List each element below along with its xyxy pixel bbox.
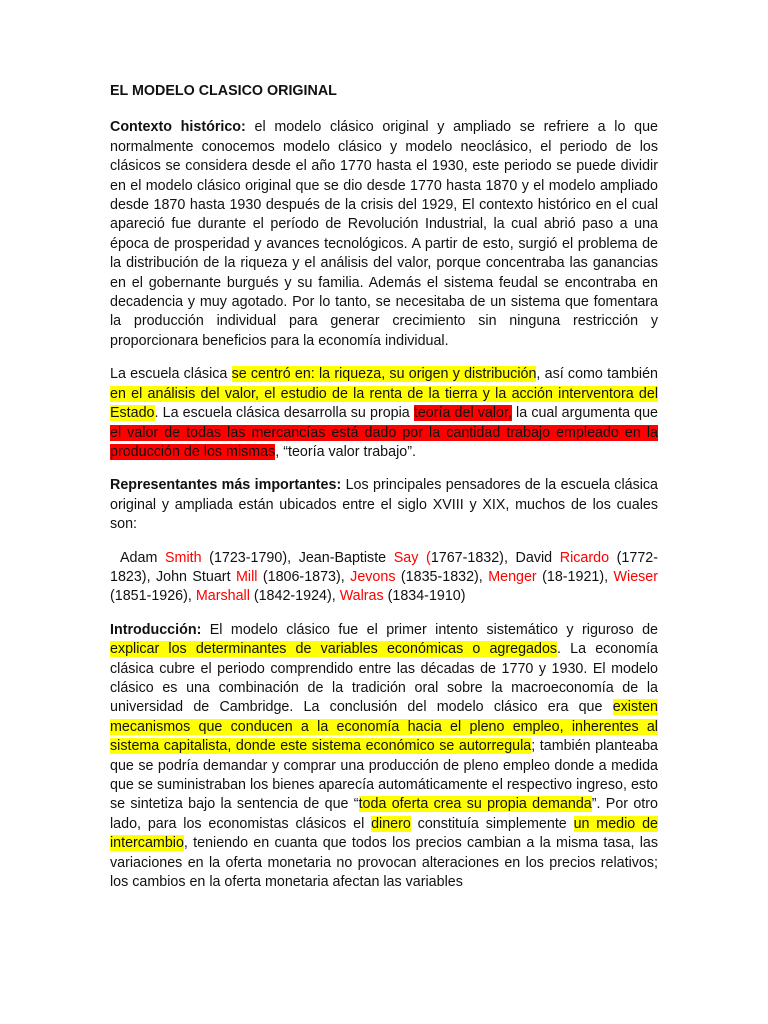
intro-text-2: . La economía clásica cubre el periodo comprendido entre las décadas de 1770 y 1930. El modelo clásico es una combinación de la tradición oral sobre la macroeconomía de la universidad de Cambridge. La conclusión del modelo clásico era que bbox=[110, 641, 658, 716]
name-say: Say ( bbox=[393, 549, 431, 566]
paragraph-names bbox=[110, 549, 658, 607]
intro-text-5: constituía simplemente bbox=[410, 815, 574, 832]
names-text: (1842-1924), bbox=[249, 588, 340, 605]
name-jevons: Jevons bbox=[350, 568, 396, 585]
paragraph-introduccion bbox=[110, 621, 658, 893]
intro-highlight-1: explicar los determinantes de variables económicas o agregados bbox=[110, 641, 558, 658]
names-text: (1835-1832), bbox=[395, 568, 489, 585]
escuela-text-4: la cual argumenta que bbox=[511, 405, 658, 422]
paragraph-escuela bbox=[110, 365, 658, 462]
intro-text-3: ; también planteaba que se podría demandar y comprar una producción de pleno empleo donde a medida que se suministraban los bienes aparecía automáticamente el respectivo ingreso, esto se sintetiza bajo la sentencia de que “ bbox=[110, 738, 658, 813]
names-text: (1834-1910) bbox=[383, 588, 466, 605]
name-mill: Mill bbox=[235, 568, 258, 585]
contexto-label: Contexto histórico: bbox=[110, 119, 246, 136]
intro-highlight-4: dinero bbox=[371, 815, 411, 832]
name-smith: Smith bbox=[165, 549, 202, 566]
names-text: (1772-1823), John Stuart bbox=[110, 549, 658, 585]
escuela-text-3: . La escuela clásica desarrolla su propia bbox=[154, 405, 414, 422]
contexto-text: el modelo clásico original y ampliado se refriere a lo que normalmente conocemos modelo clásico y modelo neoclásico, el periodo de los clásicos se considera desde el año 1770 hasta el 1930, este periodo se puede dividir en el modelo clásico original que se dio desde 1770 hasta 1870 y el modelo ampliado desde 1870 hasta 1930 después de la crisis del 1929, El contexto histórico en el cual apareció fue durante el período de Revolución Industrial, la cual abrió paso a una época de prosperidad y avances tecnológicos. A partir de esto, surgió el problema de la distribución de la riqueza y el análisis del valor, porque concentraba las ganancias en el gobernante burgués y su familia. Además el sistema feudal se encontraba en decadencia y muy agotado. Por lo tanto, se necesitaba de un sistema que fomentara la producción individual para generar crecimiento sin ninguna restricción y proporcionara beneficios para la economía individual. bbox=[110, 119, 658, 349]
escuela-highlight-1: se centró en: la riqueza, su origen y distribución bbox=[231, 366, 537, 383]
names-text: (1806-1873), bbox=[257, 568, 351, 585]
names-text: (1851-1926), bbox=[110, 588, 196, 605]
names-text: (18-1921), bbox=[536, 568, 614, 585]
escuela-highlight-2: en el análisis del valor, el estudio de la renta de la tierra y la acción interventora del Estado bbox=[110, 385, 658, 422]
escuela-red-highlight-2: el valor de todas las mercancías está dado por la cantidad trabajo empleado en la producción de los mismas bbox=[110, 424, 658, 460]
name-menger: Menger bbox=[488, 568, 537, 585]
document-title: EL MODELO CLASICO ORIGINAL bbox=[110, 83, 337, 99]
intro-text-4: ”. Por otro lado, para los economistas clásicos el bbox=[110, 796, 658, 832]
intro-text-6: , teniendo en cuanta que todos los precios cambian a la misma tasa, las variaciones en la oferta monetaria no provocan alteraciones en los precios relativos; los cambios en la oferta monetaria afectan las variables bbox=[110, 835, 658, 891]
paragraph-representantes bbox=[110, 476, 658, 534]
escuela-text-2: , así como también bbox=[536, 366, 658, 383]
intro-highlight-3: toda oferta crea su propia demanda bbox=[358, 796, 592, 813]
name-walras: Walras bbox=[339, 588, 384, 605]
paragraph-contexto bbox=[110, 118, 658, 351]
representantes-label: Representantes más importantes: bbox=[110, 477, 342, 494]
representantes-text: Los principales pensadores de la escuela clásica original y ampliada están ubicados entre el siglo XVIII y XIX, muchos de los cuales son: bbox=[110, 477, 658, 533]
escuela-red-highlight-1: teoría del valor, bbox=[413, 405, 512, 422]
name-ricardo: Ricardo bbox=[559, 549, 610, 566]
introduccion-label: Introducción: bbox=[110, 621, 202, 638]
name-marshall: Marshall bbox=[195, 588, 250, 605]
intro-highlight-5: un medio de intercambio bbox=[110, 815, 658, 852]
name-wieser: Wieser bbox=[613, 568, 659, 585]
names-text: (1723-1790), Jean-Baptiste bbox=[201, 549, 394, 566]
escuela-text-5: , “teoría valor trabajo”. bbox=[275, 443, 416, 460]
escuela-text-1: La escuela clásica bbox=[110, 366, 232, 383]
names-text: Adam bbox=[120, 549, 165, 566]
names-text: 1767-1832), David bbox=[430, 549, 560, 566]
intro-highlight-2: existen mecanismos que conducen a la economía hacia el pleno empleo, inherentes al sistema capitalista, donde este sistema económico se autorregula bbox=[110, 699, 658, 755]
intro-text-1: El modelo clásico fue el primer intento sistemático y riguroso de bbox=[201, 621, 658, 638]
